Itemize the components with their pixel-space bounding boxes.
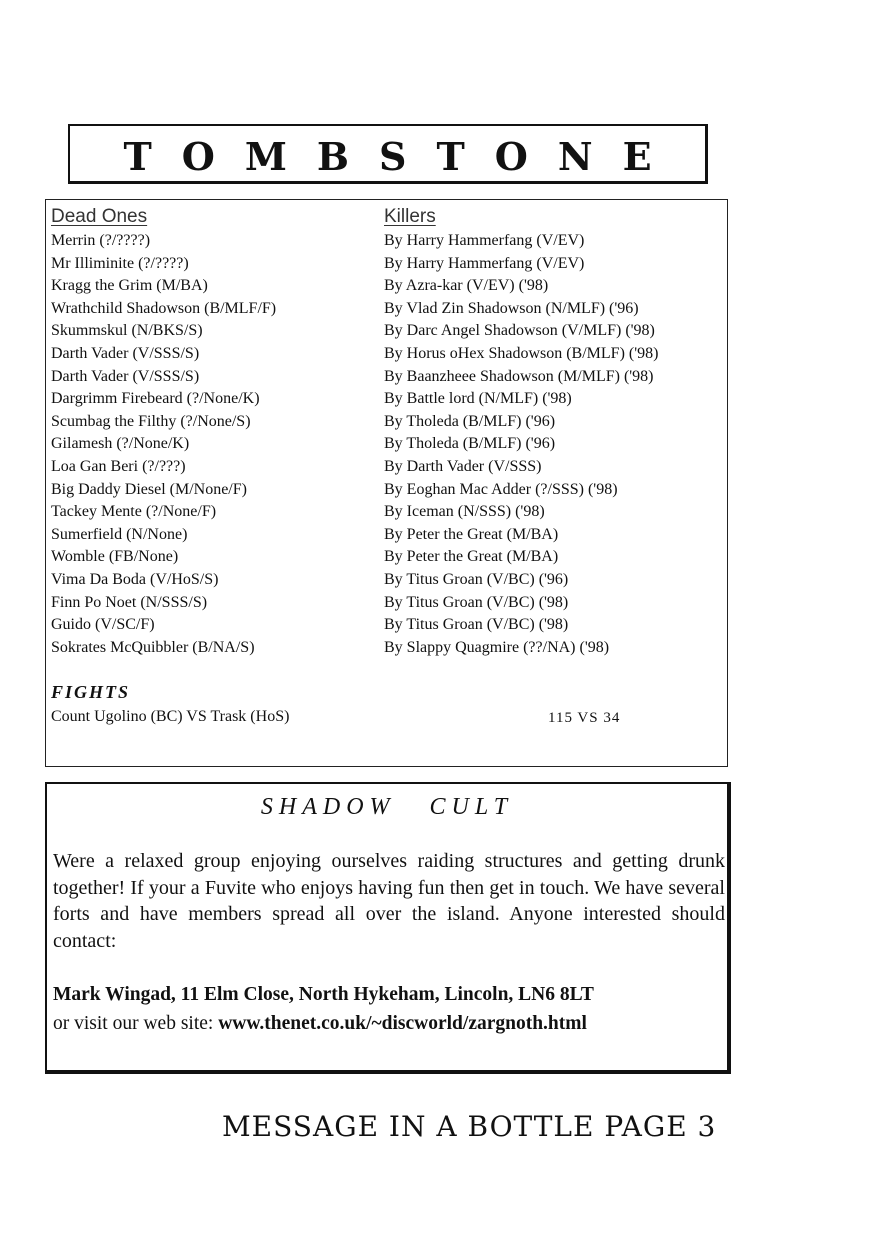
killers-header: Killers <box>384 206 436 227</box>
killer-entry: By Baanzheee Shadowson (M/MLF) ('98) <box>384 367 654 385</box>
killer-entry: By Slappy Quagmire (??/NA) ('98) <box>384 638 610 656</box>
dead-entry: Guido (V/SC/F) <box>51 616 155 634</box>
dead-ones-column <box>51 204 276 659</box>
website-url: www.thenet.co.uk/~discworld/zargnoth.html <box>218 1013 587 1034</box>
killers-column <box>384 204 658 659</box>
dead-entry: Sokrates McQuibbler (B/NA/S) <box>51 638 255 656</box>
fight-score: 115 VS 34 <box>548 710 621 726</box>
dead-entry: Gilamesh (?/None/K) <box>51 435 190 453</box>
dead-entry: Skummskul (N/BKS/S) <box>51 322 203 340</box>
killer-entry: By Eoghan Mac Adder (?/SSS) ('98) <box>384 480 618 498</box>
killer-entry: By Peter the Great (M/BA) <box>384 548 559 566</box>
killer-entry: By Peter the Great (M/BA) <box>384 525 559 543</box>
killer-entry: By Titus Groan (V/BC) ('98) <box>384 593 569 611</box>
dead-entry: Darth Vader (V/SSS/S) <box>51 344 200 362</box>
killer-entry: By Harry Hammerfang (V/EV) <box>384 254 585 272</box>
killer-entry: By Titus Groan (V/BC) ('98) <box>384 616 569 634</box>
dead-entry: Merrin (?/????) <box>51 232 151 249</box>
killer-entry: By Tholeda (B/MLF) ('96) <box>384 412 556 430</box>
dead-ones-header: Dead Ones <box>51 206 148 227</box>
killer-entry: By Darc Angel Shadowson (V/MLF) ('98) <box>384 322 655 340</box>
shadow-cult-box <box>45 782 731 1074</box>
dead-entry: Loa Gan Beri (?/???) <box>51 457 186 475</box>
shadow-cult-title: SHADOW CULT <box>260 794 514 820</box>
dead-ones-list <box>51 230 276 659</box>
dead-entry: Darth Vader (V/SSS/S) <box>51 367 200 385</box>
killer-entry: By Titus Groan (V/BC) ('96) <box>384 570 569 588</box>
dead-entry: Scumbag the Filthy (?/None/S) <box>51 412 251 430</box>
fight-entry: Count Ugolino (BC) VS Trask (HoS) <box>51 708 290 725</box>
website-prefix: or visit our web site: <box>53 1013 214 1034</box>
killer-entry: By Darth Vader (V/SSS) <box>384 457 542 475</box>
tombstone-title-box <box>68 124 708 184</box>
tombstone-title: TOMBSTONE <box>123 134 682 179</box>
killer-entry: By Horus oHex Shadowson (B/MLF) ('98) <box>384 344 659 362</box>
dead-entry: Vima Da Boda (V/HoS/S) <box>51 570 219 588</box>
killer-entry: By Battle lord (N/MLF) ('98) <box>384 390 572 408</box>
website-line <box>53 1013 587 1035</box>
dead-entry: Big Daddy Diesel (M/None/F) <box>51 480 247 498</box>
contact-address: Mark Wingad, 11 Elm Close, North Hykeham, Lincoln, LN6 8LT <box>53 984 594 1005</box>
dead-entry: Sumerfield (N/None) <box>51 525 188 543</box>
killers-list <box>384 230 658 659</box>
shadow-cult-body: Were a relaxed group enjoying ourselves raiding structures and getting drunk together! If your a Fuvite who enjoys having fun then get in touch. We have several forts and have members spread all over the island. Anyone interested should contact: <box>53 850 725 952</box>
killer-entry: By Azra-kar (V/EV) ('98) <box>384 277 549 295</box>
fights-header: FIGHTS <box>51 682 131 702</box>
dead-entry: Dargrimm Firebeard (?/None/K) <box>51 390 260 408</box>
dead-entry: Womble (FB/None) <box>51 548 179 566</box>
dead-entry: Kragg the Grim (M/BA) <box>51 277 208 295</box>
page-footer: MESSAGE IN A BOTTLE PAGE 3 <box>222 1110 717 1143</box>
killer-entry: By Iceman (N/SSS) ('98) <box>384 503 545 521</box>
dead-entry: Mr Illiminite (?/????) <box>51 254 189 272</box>
killer-entry: By Harry Hammerfang (V/EV) <box>384 232 585 249</box>
dead-entry: Wrathchild Shadowson (B/MLF/F) <box>51 299 277 317</box>
dead-entry: Finn Po Noet (N/SSS/S) <box>51 593 208 611</box>
killer-entry: By Vlad Zin Shadowson (N/MLF) ('96) <box>384 299 639 317</box>
tombstone-table <box>45 199 728 767</box>
killer-entry: By Tholeda (B/MLF) ('96) <box>384 435 556 453</box>
dead-entry: Tackey Mente (?/None/F) <box>51 503 217 521</box>
